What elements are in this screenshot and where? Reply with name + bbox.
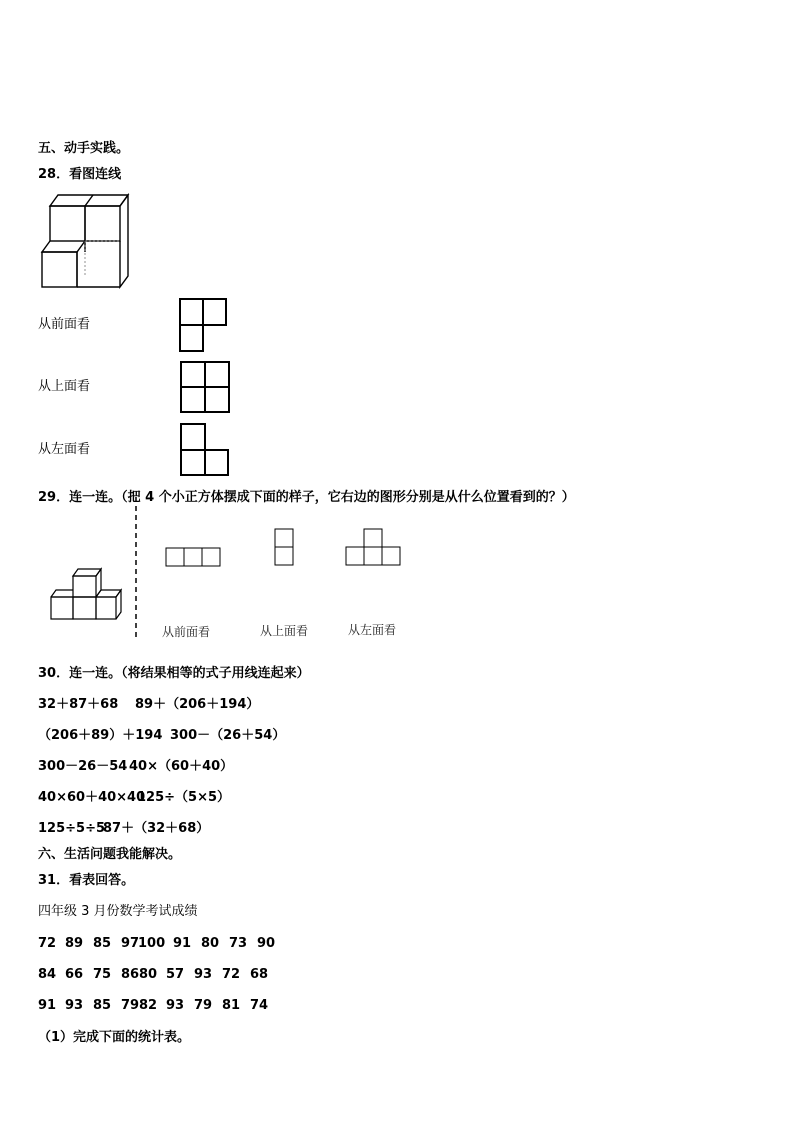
- q29-shape-column: [274, 528, 296, 568]
- score-cell: 74: [250, 998, 269, 1013]
- q30-right-2: 300－（26＋54）: [170, 728, 286, 743]
- score-cell: 90: [257, 936, 276, 951]
- q30-right-1: 89＋（206＋194）: [135, 697, 260, 712]
- q29-label-front: 从前面看: [162, 625, 211, 639]
- score-cell: 91: [38, 998, 57, 1013]
- q28-cube-figure: [38, 192, 138, 292]
- q31-sub1: （1）完成下面的统计表。: [38, 1030, 191, 1045]
- q29-label-left: 从左面看: [348, 623, 397, 637]
- score-cell: 80: [201, 936, 220, 951]
- score-cell: 72: [222, 967, 241, 982]
- section-five-title: 五、动手实践。: [38, 141, 130, 156]
- score-cell: 93: [194, 967, 213, 982]
- q29-cube-figure: [45, 566, 125, 626]
- score-cell: 68: [250, 967, 269, 982]
- q31-table-title: 四年级 3 月份数学考试成绩: [38, 904, 198, 919]
- q30-left-1: 32＋87＋68: [38, 697, 119, 712]
- score-cell: 80: [139, 967, 158, 982]
- score-cell: 100: [138, 936, 166, 951]
- score-cell: 89: [65, 936, 84, 951]
- q29-shape-row: [165, 547, 223, 567]
- score-cell: 86: [121, 967, 140, 982]
- q29-divider: [134, 497, 138, 637]
- q30-left-2: （206＋89）＋194: [38, 728, 163, 743]
- section-six-title: 六、生活问题我能解决。: [38, 847, 182, 862]
- score-cell: 85: [93, 998, 112, 1013]
- q30-right-3: 40×（60＋40）: [129, 759, 234, 774]
- q29-title: 29．连一连。（把 4 个小正方体摆成下面的样子，它右边的图形分别是从什么位置看到的？）: [38, 490, 575, 505]
- q30-left-4: 40×60＋40×40: [38, 790, 146, 805]
- q29-label-top: 从上面看: [260, 624, 309, 638]
- q28-view-shape-c: [180, 423, 230, 477]
- q28-view-top-label: 从上面看: [38, 379, 91, 394]
- score-cell: 82: [139, 998, 158, 1013]
- q30-left-3: 300－26－54: [38, 759, 128, 774]
- score-cell: 85: [93, 936, 112, 951]
- q28-title: 28．看图连线: [38, 167, 122, 182]
- q30-right-4: 125÷（5×5）: [137, 790, 231, 805]
- q28-view-shape-b: [180, 361, 230, 415]
- score-cell: 79: [121, 998, 140, 1013]
- q28-view-front-label: 从前面看: [38, 317, 91, 332]
- score-cell: 93: [65, 998, 84, 1013]
- score-cell: 81: [222, 998, 241, 1013]
- score-cell: 75: [93, 967, 112, 982]
- score-cell: 66: [65, 967, 84, 982]
- score-cell: 57: [166, 967, 185, 982]
- score-cell: 72: [38, 936, 57, 951]
- q31-title: 31．看表回答。: [38, 873, 135, 888]
- score-cell: 73: [229, 936, 248, 951]
- score-cell: 93: [166, 998, 185, 1013]
- q28-view-shape-a: [179, 298, 229, 352]
- q30-left-5: 125÷5÷5: [38, 821, 106, 836]
- score-cell: 97: [121, 936, 140, 951]
- score-cell: 91: [173, 936, 192, 951]
- score-cell: 79: [194, 998, 213, 1013]
- score-cell: 84: [38, 967, 57, 982]
- q30-title: 30．连一连。（将结果相等的式子用线连起来）: [38, 666, 310, 681]
- q29-shape-t: [345, 528, 403, 568]
- q28-view-left-label: 从左面看: [38, 442, 91, 457]
- q30-right-5: 87＋（32＋68）: [103, 821, 210, 836]
